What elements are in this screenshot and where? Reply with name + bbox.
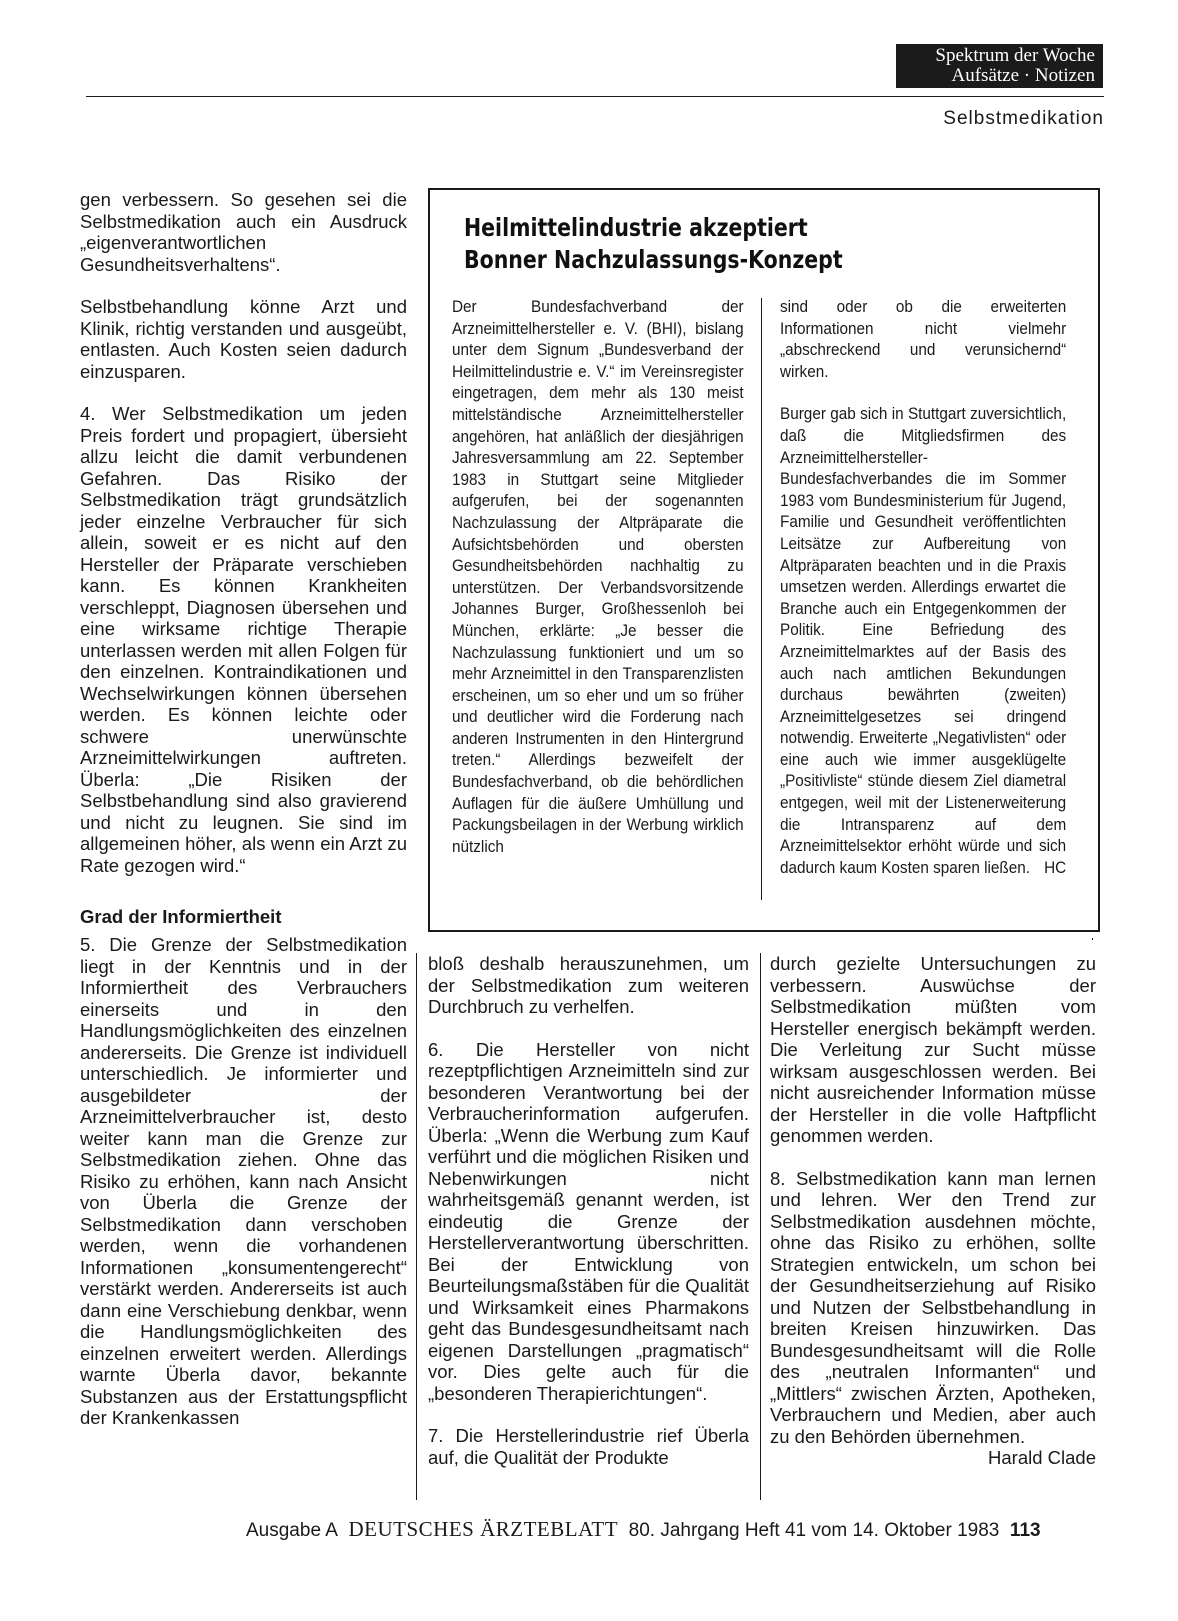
page-number: 113 bbox=[1009, 1520, 1041, 1541]
paragraph: Selbstbehandlung könne Arzt und Klinik, richtig verstanden und ausgeübt, entlasten. Auch Kosten seien dadurch einzusparen. bbox=[80, 296, 407, 382]
paragraph bbox=[780, 403, 1066, 878]
paragraph: 6. Die Hersteller von nicht rezeptpflichtigen Arzneimitteln sind zur besonderen Verantwortung bei der Verbraucherinformation aufgerufen. Überla: „Wenn die Werbung zum Kauf verführt und die möglichen Risiken und Nebenwirkungen nicht wahrheitsgemäß genannt werden, ist eindeutig die Grenze der Herstellerverantwortung überschritten. Bei der Entwicklung von Beurteilungsmaßstäben für die Qualität und Wirksamkeit eines Pharmakons geht das Bundesgesundheitsamt nach eigenen Darstellungen „pragmatisch“ vor. Dies gelte auch für die „besonderen Therapierichtungen“. bbox=[428, 1038, 749, 1404]
badge-line-2: Aufsätze · Notizen bbox=[951, 65, 1095, 86]
box-title-line-1: Heilmittelindustrie akzeptiert bbox=[464, 213, 808, 242]
column-1 bbox=[80, 189, 407, 1429]
column-divider bbox=[760, 953, 761, 1500]
paragraph: gen verbessern. So gesehen sei die Selbstmedikation auch ein Ausdruck „eigenverantwortlichen Gesundheitsverhaltens“. bbox=[80, 189, 407, 275]
box-signature: HC bbox=[1044, 857, 1067, 877]
column-2 bbox=[428, 953, 749, 1468]
paragraph: 7. Die Herstellerindustrie rief Überla auf, die Qualität der Produkte bbox=[428, 1425, 749, 1468]
box-column-divider bbox=[761, 298, 762, 900]
box-column-1 bbox=[452, 296, 744, 857]
paragraph-text: 8. Selbstmedikation kann man lernen und lehren. Wer den Trend zur Selbstmedikation ausdehnen möchte, ohne das Risiko zu erhöhen, sollte Strategien entwickeln, um schon bei der Gesundheitserziehung auf Risiko und Nutzen der Selbstbehandlung in breiten Kreisen hinzuwirken. Das Bundesgesundheitsamt will die Rolle des „neutralen Informanten“ und „Mittlers“ zwischen Ärzten, Apotheken, Verbrauchern und Medien, aber auch zu den Behörden übernehmen. bbox=[770, 1167, 1096, 1447]
section-badge bbox=[896, 44, 1103, 88]
paragraph bbox=[770, 1167, 1096, 1468]
box-shadow-left bbox=[421, 196, 423, 939]
badge-line-1: Spektrum der Woche bbox=[935, 45, 1095, 66]
box-column-2 bbox=[780, 296, 1066, 878]
footer-edition: Ausgabe A bbox=[246, 1520, 338, 1541]
paragraph: bloß deshalb herauszunehmen, um der Selbstmedikation zum weiteren Durchbruch zu verhelfen. bbox=[428, 953, 749, 1017]
box-shadow-bottom bbox=[421, 938, 1093, 940]
paragraph: Der Bundesfachverband der Arzneimittelhersteller e. V. (BHI), bislang unter dem Signum „Bundesverband der Heilmittelindustrie e. V.“ im Vereinsregister eingetragen, dem mehr als 130 meist mittelständische Arzneimittelhersteller angehören, hat anläßlich der diesjährigen Jahresversammlung am 22. September 1983 in Stuttgart seine Mitglieder aufgerufen, bei der sogenannten Nachzulassung der Altpräparate die Aufsichtsbehörden und obersten Gesundheitsbehörden nachhaltig zu unterstützen. Der Verbandsvorsitzende Johannes Burger, Großhessenloh bei München, erklärte: „Je besser die Nachzulassung funktioniert und um so mehr Arzneimittel in den Transparenzlisten erscheinen, um so eher und um so früher und deutlicher wird die Forderung nach anderen Instrumenten in den Hintergrund treten.“ Allerdings bezweifelt der Bundesfachverband, ob die behördlichen Auflagen für die äußere Umhüllung und Packungsbeilagen in der Werbung wirklich nützlich bbox=[452, 297, 744, 856]
page-footer bbox=[246, 1517, 1041, 1542]
footer-journal: DEUTSCHES ÄRZTEBLATT bbox=[348, 1517, 619, 1541]
column-divider bbox=[416, 953, 417, 1500]
paragraph-text: Burger gab sich in Stuttgart zuversichtlich, daß die Mitgliedsfirmen des Arzneimittelhersteller-Bundesfachverbandes die im Sommer 1983 vom Bundesministerium für Jugend, Familie und Gesundheit veröffentlichten Leitsätze zur Aufbereitung von Altpräparaten beachten und in die Praxis umsetzen werden. Allerdings erwartet die Branche auch ein Entgegenkommen der Politik. Eine Befriedung des Arzneimittelmarktes auf der Basis des auch nach amtlichen Bekundungen durchaus bewährten (zweiten) Arzneimittelgesetzes sei dringend notwendig. Erweiterte „Negativlisten“ oder eine auch wie immer ausgeklügelte „Positivliste“ stünde diesem Ziel diametral entgegen, weil mit der Listenerweiterung die Intransparenz auf dem Arzneimittelsektor erhöht würde und sich dadurch kaum Kosten sparen ließen. bbox=[780, 404, 1067, 877]
author-signature: Harald Clade bbox=[988, 1447, 1096, 1468]
subheading: Grad der Informiertheit bbox=[80, 906, 282, 927]
paragraph: 5. Die Grenze der Selbstmedikation liegt in der Kenntnis und in der Informiertheit des Verbrauchers einerseits und in den Handlungsmöglichkeiten des einzelnen andererseits. Die Grenze ist individuell unterschiedlich. Je informierter und ausgebildeter der Arzneimittelverbraucher ist, desto weiter kann man die Grenze zur Selbstmedikation ziehen. Ohne das Risiko zu erhöhen, kann nach Ansicht von Überla die Grenze der Selbstmedikation dann verschoben werden, wenn die vorhandenen Informationen „konsumentengerecht“ verstärkt werden. Andererseits ist auch dann eine Verschiebung denkbar, wenn die Handlungsmöglichkeiten des einzelnen erweitert werden. Allerdings warnte Überla davor, bekannte Substanzen aus der Erstattungspflicht der Krankenkassen bbox=[80, 934, 407, 1428]
paragraph: sind oder ob die erweiterten Informationen nicht vielmehr „abschreckend und verunsichernd“ wirken. bbox=[780, 297, 1067, 381]
paragraph: durch gezielte Untersuchungen zu verbessern. Auswüchse der Selbstmedikation müßten vom Hersteller energisch bekämpft werden. Die Verleitung zur Sucht müsse wirksam ausgeschlossen werden. Bei nicht ausreichender Information müsse der Hersteller in die volle Haftpflicht genommen werden. bbox=[770, 953, 1096, 1146]
box-title-line-2: Bonner Nachzulassungs-Konzept bbox=[464, 245, 843, 274]
column-3 bbox=[770, 953, 1096, 1469]
section-label: Selbstmedikation bbox=[943, 108, 1104, 129]
header-rule bbox=[86, 96, 1104, 97]
box-title bbox=[464, 212, 956, 276]
paragraph: 4. Wer Selbstmedikation um jeden Preis fordert und propagiert, übersieht allzu leicht die damit verbundenen Gefahren. Das Risiko der Selbstmedikation trägt grundsätzlich jeder einzelne Verbraucher für sich allein, soweit er es nicht auf den Hersteller der Präparate verschieben kann. Es können Krankheiten verschleppt, Diagnosen übersehen und eine wirksame richtige Therapie unterlassen werden mit allen Folgen für den einzelnen. Kontraindikationen und Wechselwirkungen können übersehen werden. Es können leichte oder schwere unerwünschte Arzneimittelwirkungen auftreten. Überla: „Die Risiken der Selbstbehandlung sind also gravierend und nicht zu leugnen. Sie sind im allgemeinen höher, als wenn ein Arzt zu Rate gezogen wird.“ bbox=[80, 403, 407, 876]
footer-issue: 80. Jahrgang Heft 41 vom 14. Oktober 1983 bbox=[628, 1520, 1000, 1541]
